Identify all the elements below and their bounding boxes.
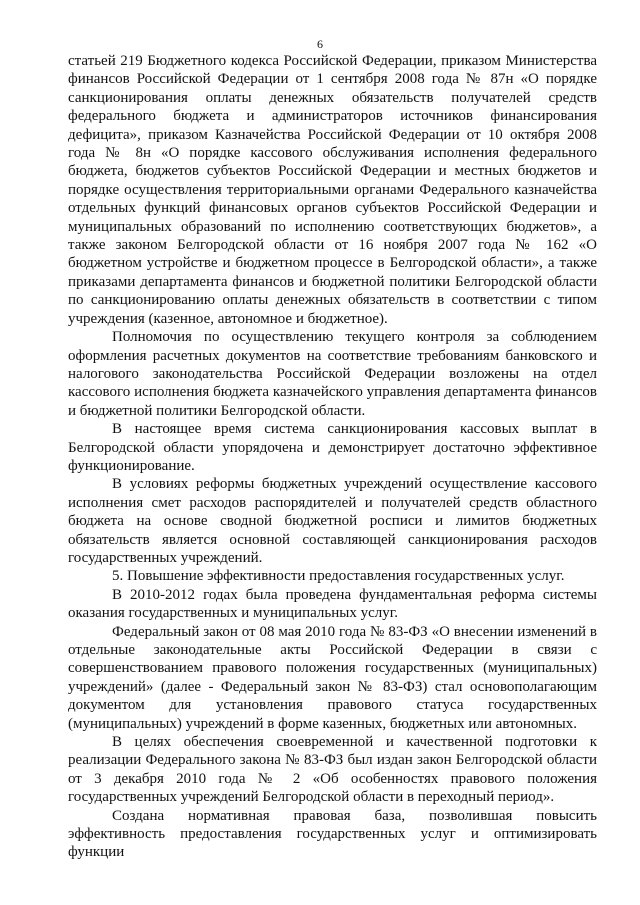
paragraph-regional-law: В целях обеспечения своевременной и качественной подготовки к реализации Федерального закона № 83-ФЗ был издан закон Белгородской области от 3 декабря 2010 года № 2 «Об особенностях правового положения государственных учреждений Белгородской области в переходный период». — [68, 734, 597, 806]
paragraph-reform-2010-2012: В 2010-2012 годах была проведена фундаментальная реформа системы оказания государственных и муниципальных услуг. — [68, 586, 597, 622]
paragraph-legal-base: Создана нормативная правовая база, позволившая повысить эффективность предоставления государственных услуг и оптимизировать функции — [68, 807, 597, 861]
paragraph-control-powers: Полномочия по осуществлению текущего контроля за соблюдением оформления расчетных документов на соответствие требованиям банковского и налогового законодательства Российской Федерации возложены на отдел кассового исполнения бюджета казначейского управления департамента финансов и бюджетной политики Белгородской области. — [68, 329, 597, 419]
paragraph-payment-system: В настоящее время система санкционирования кассовых выплат в Белгородской области упорядочена и демонстрирует достаточно эффективное функционирование. — [68, 421, 597, 474]
section-heading-5: 5. Повышение эффективности предоставления государственных услуг. — [112, 568, 565, 585]
paragraph-budget-reform: В условиях реформы бюджетных учреждений осуществление кассового исполнения смет расходов распорядителей и получателей средств областного бюджета на основе сводной бюджетной росписи и лимитов бюджетных обязательств является основной составляющей санкционирования расходов государственных учреждений. — [68, 476, 597, 566]
paragraph-continuation: статьей 219 Бюджетного кодекса Российской Федерации, приказом Министерства финансов Российской Федерации от 1 сентября 2008 года № 87н «О порядке санкционирования оплаты денежных обязательств получателей средств федерального бюджета и администраторов источников финансирования дефицита», приказом Казначейства Российской Федерации от 10 октября 2008 года № 8н «О порядке кассового обслуживания исполнения федерального бюджета, бюджетов субъектов Российской Федерации и местных бюджетов и порядке осуществления территориальными органами Федерального казначейства отдельных функций финансовых органов субъектов Российской Федерации и муниципальных образований по исполнению соответствующих бюджетов», а также законом Белгородской области от 16 ноября 2007 года № 162 «О бюджетном устройстве и бюджетном процессе в Белгородской области», а также приказами департамента финансов и бюджетной политики Белгородской области по санкционированию оплаты денежных обязательств в соответствии с типом учреждения (казенное, автономное и бюджетное). — [68, 53, 597, 327]
paragraph-federal-law-83: Федеральный закон от 08 мая 2010 года № 83-ФЗ «О внесении изменений в отдельные законодательные акты Российской Федерации в связи с совершенствованием правового положения государственных (муниципальных) учреждений» (далее - Федеральный закон № 83-ФЗ) стал основополагающим документом для установления правового статуса государственных (муниципальных) учреждений в форме казенных, бюджетных или автономных. — [68, 623, 597, 732]
page-number: 6 — [317, 37, 323, 51]
document-body — [68, 52, 597, 862]
